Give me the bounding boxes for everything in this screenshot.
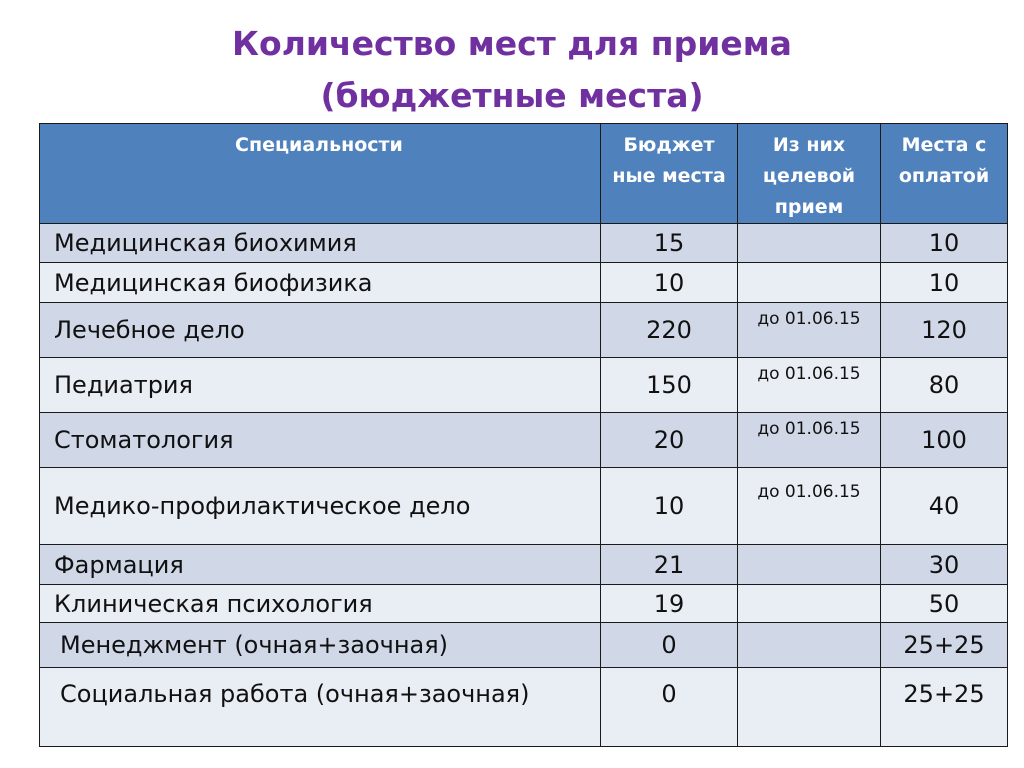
table-row [40, 545, 1008, 585]
slide-title-line-2: (бюджетные места) [320, 76, 704, 115]
target-cell [738, 263, 881, 303]
paid-cell: 10 [881, 224, 1008, 263]
target-cell: до 01.06.15 [738, 413, 881, 468]
table-row [40, 263, 1008, 303]
budget-cell: 10 [601, 468, 738, 545]
header-paid-places: Места с оплатой [881, 124, 1008, 224]
budget-cell: 220 [601, 303, 738, 358]
header-budget-places: Бюджет ные места [601, 124, 738, 224]
budget-cell: 20 [601, 413, 738, 468]
specialty-cell: Медико-профилактическое дело [40, 468, 601, 545]
target-cell [738, 224, 881, 263]
table-row [40, 358, 1008, 413]
budget-cell: 10 [601, 263, 738, 303]
table-row [40, 623, 1008, 668]
specialty-cell: Клиническая психология [40, 585, 601, 623]
table-row [40, 303, 1008, 358]
paid-cell: 40 [881, 468, 1008, 545]
specialty-cell: Лечебное дело [40, 303, 601, 358]
target-cell: до 01.06.15 [738, 303, 881, 358]
table-row [40, 668, 1008, 747]
header-specialties: Специальности [40, 124, 601, 224]
paid-cell: 120 [881, 303, 1008, 358]
specialty-cell: Менеджмент (очная+заочная) [40, 623, 601, 668]
budget-cell: 21 [601, 545, 738, 585]
budget-cell: 19 [601, 585, 738, 623]
paid-cell: 50 [881, 585, 1008, 623]
paid-cell: 25+25 [881, 668, 1008, 747]
header-target-admission: Из них целевой прием [738, 124, 881, 224]
budget-cell: 0 [601, 668, 738, 747]
slide-title-line-1: Количество мест для приема [232, 24, 792, 63]
target-cell [738, 545, 881, 585]
budget-cell: 0 [601, 623, 738, 668]
slide-title [0, 18, 1024, 122]
table-row [40, 224, 1008, 263]
admission-places-table [39, 123, 1008, 747]
paid-cell: 30 [881, 545, 1008, 585]
specialty-cell: Медицинская биохимия [40, 224, 601, 263]
paid-cell: 25+25 [881, 623, 1008, 668]
specialty-cell: Медицинская биофизика [40, 263, 601, 303]
specialty-cell: Стоматология [40, 413, 601, 468]
paid-cell: 10 [881, 263, 1008, 303]
table-row [40, 413, 1008, 468]
specialty-cell: Педиатрия [40, 358, 601, 413]
specialty-cell: Фармация [40, 545, 601, 585]
target-cell [738, 585, 881, 623]
target-cell: до 01.06.15 [738, 358, 881, 413]
paid-cell: 100 [881, 413, 1008, 468]
budget-cell: 150 [601, 358, 738, 413]
table-row [40, 585, 1008, 623]
target-cell: до 01.06.15 [738, 468, 881, 545]
target-cell [738, 623, 881, 668]
table-header-row [40, 124, 1008, 224]
specialty-cell: Социальная работа (очная+заочная) [40, 668, 601, 747]
paid-cell: 80 [881, 358, 1008, 413]
target-cell [738, 668, 881, 747]
table-row [40, 468, 1008, 545]
budget-cell: 15 [601, 224, 738, 263]
